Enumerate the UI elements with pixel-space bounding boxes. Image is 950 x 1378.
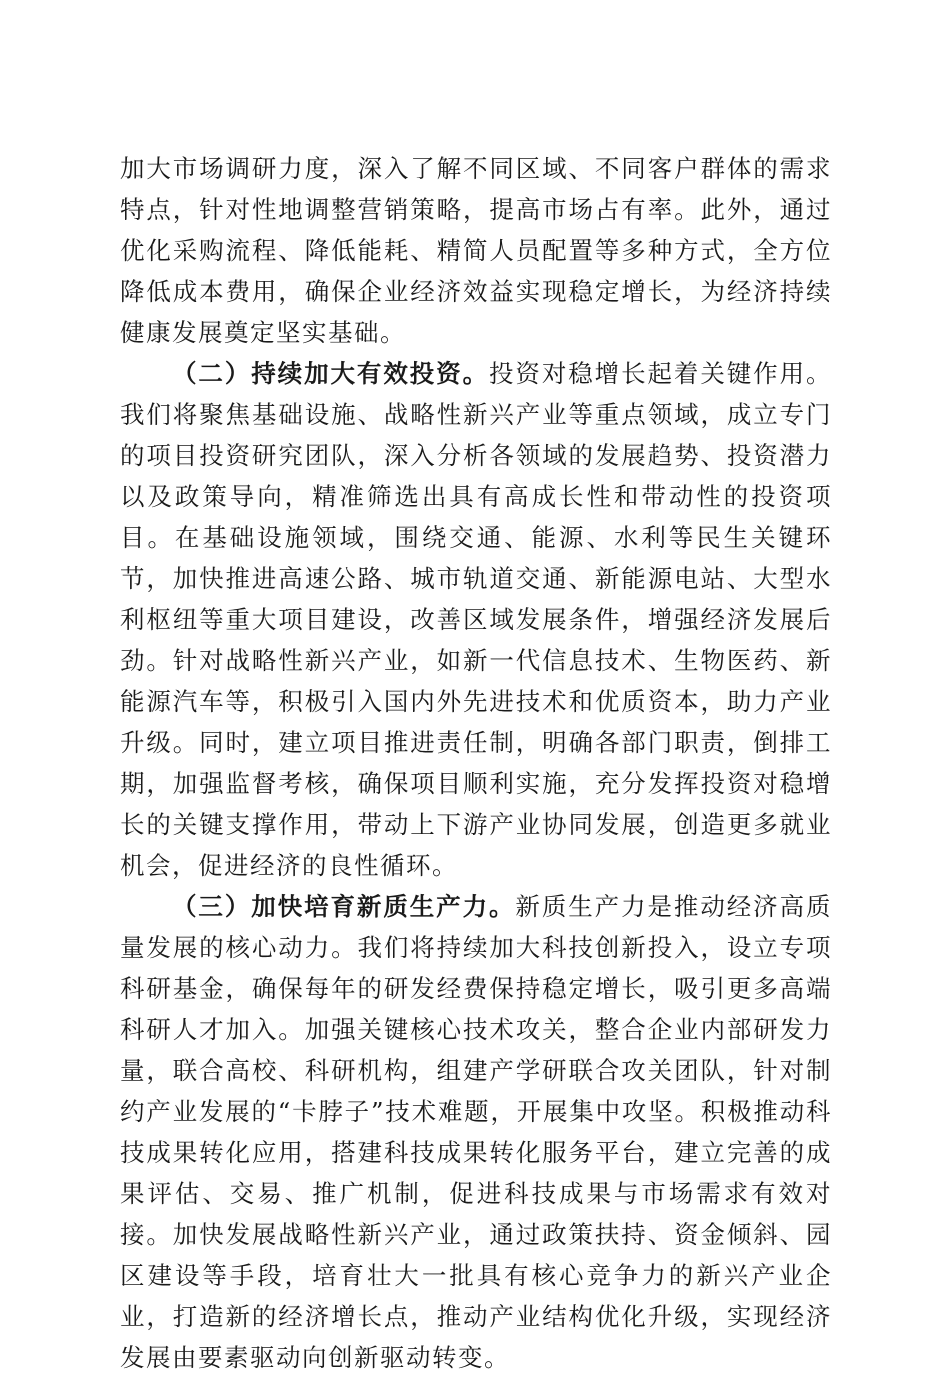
paragraph-text: 新质生产力是推动经济高质量发展的核心动力。我们将持续加大科技创新投入，设立专项科研基金，确保每年的研发经费保持稳定增长，吸引更多高端科研人才加入。加强关键核心技术攻关，整合企业内部研发力量，联合高校、科研机构，组建产学研联合攻关团队，针对制约产业发展的“卡脖子”技术难题，开展集中攻坚。积极推动科技成果转化应用，搭建科技成果转化服务平台，建立完善的成果评估、交易、推广机制，促进科技成果与市场需求有效对接。加快发展战略性新兴产业，通过政策扶持、资金倾斜、园区建设等手段，培育壮大一批具有核心竞争力的新兴产业企业，打造新的经济增长点，推动产业结构优化升级，实现经济发展由要素驱动向创新驱动转变。	[120, 892, 833, 1372]
paragraph-effective-investment	[120, 353, 832, 886]
paragraph-text: 加大市场调研力度，深入了解不同区域、不同客户群体的需求特点，针对性地调整营销策略，提高市场占有率。此外，通过优化采购流程、降低能耗、精简人员配置等多种方式，全方位降低成本费用，确保企业经济效益实现稳定增长，为经济持续健康发展奠定坚实基础。	[120, 154, 832, 347]
section-heading-effective-investment: （二）持续加大有效投资。	[172, 359, 489, 388]
document-body	[120, 148, 832, 1378]
paragraph-new-productivity	[120, 886, 832, 1378]
paragraph-continuation	[120, 148, 832, 353]
paragraph-text: 投资对稳增长起着关键作用。我们将聚焦基础设施、战略性新兴产业等重点领域，成立专门的项目投资研究团队，深入分析各领域的发展趋势、投资潜力以及政策导向，精准筛选出具有高成长性和带动性的投资项目。在基础设施领域，围绕交通、能源、水利等民生关键环节，加快推进高速公路、城市轨道交通、新能源电站、大型水利枢纽等重大项目建设，改善区域发展条件，增强经济发展后劲。针对战略性新兴产业，如新一代信息技术、生物医药、新能源汽车等，积极引入国内外先进技术和优质资本，助力产业升级。同时，建立项目推进责任制，明确各部门职责，倒排工期，加强监督考核，确保项目顺利实施，充分发挥投资对稳增长的关键支撑作用，带动上下游产业协同发展，创造更多就业机会，促进经济的良性循环。	[120, 359, 832, 880]
section-heading-new-productivity: （三）加快培育新质生产力。	[172, 892, 516, 921]
